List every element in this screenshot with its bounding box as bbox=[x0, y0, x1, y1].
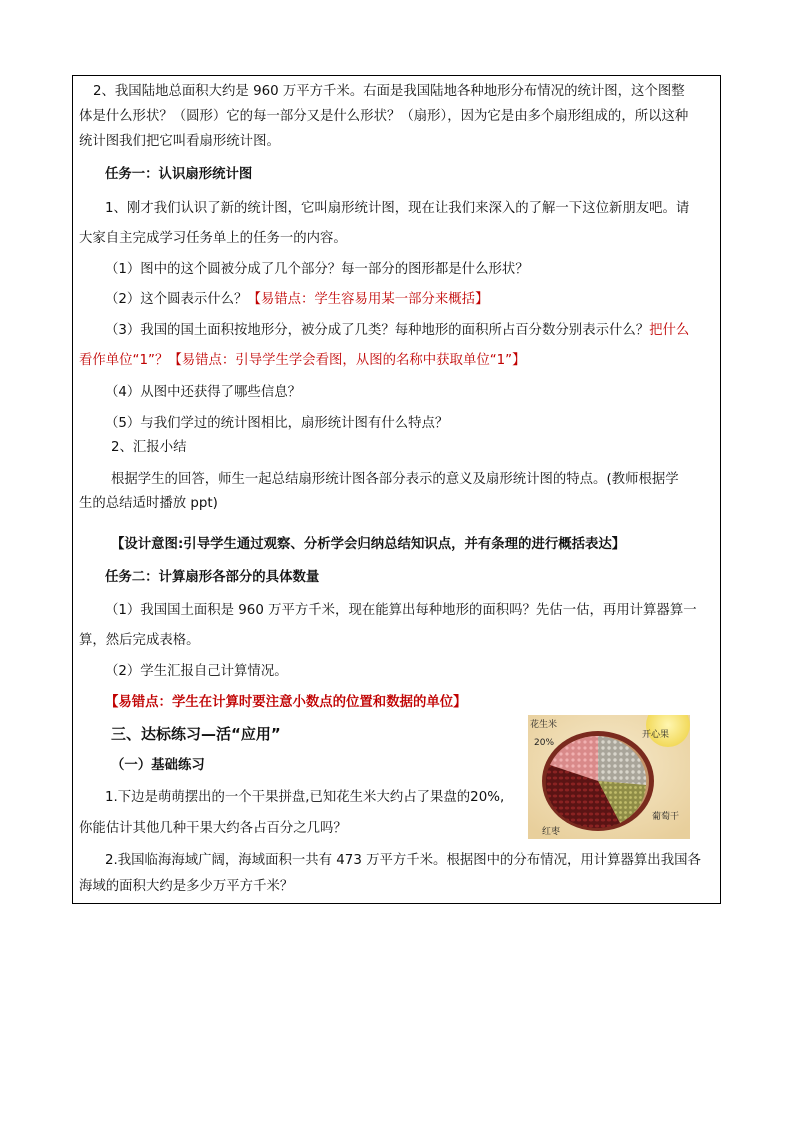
question-3-line-2: 看作单位“1”？【易错点：引导学生学会看图，从图的名称中获取单位“1”】 bbox=[79, 353, 526, 368]
question-4: （4）从图中还获得了哪些信息？ bbox=[105, 385, 301, 400]
task1-heading: 任务一：认识扇形统计图 bbox=[105, 167, 253, 182]
paragraph-intro-line-3: 统计图我们把它叫看扇形统计图。 bbox=[79, 134, 280, 149]
report-heading: 2、汇报小结 bbox=[111, 440, 187, 455]
photo-label-pistachio: 开心果 bbox=[642, 730, 670, 740]
report-paragraph-line-2: 生的总结适时播放 ppt) bbox=[79, 496, 218, 511]
question-2-text: （2）这个圆表示什么？ bbox=[105, 292, 248, 307]
paragraph-intro-line-1: 2、我国陆地总面积大约是 960 万平方千米。右面是我国陆地各种地形分布情况的统计图，这个图整 bbox=[93, 84, 685, 99]
question-3-text: （3）我国的国土面积按地形分，被分成了几类？每种地形的面积所占百分数分别表示什么？ bbox=[105, 323, 650, 338]
task1-paragraph-line-1: 1、刚才我们认识了新的统计图，它叫扇形统计图，现在让我们来深入的了解一下这位新朋友吧。请 bbox=[105, 201, 690, 216]
photo-label-peanut: 花生米 bbox=[530, 720, 558, 730]
exercise-1-line-2: 你能估计其他几种干果大约各占百分之几吗？ bbox=[79, 821, 347, 836]
task2-heading: 任务二：计算扇形各部分的具体数量 bbox=[105, 570, 320, 585]
question-2 bbox=[105, 292, 488, 308]
task2-question-1-line-2: 算，然后完成表格。 bbox=[79, 633, 200, 648]
exercise-2-line-1: 2.我国临海海域广阔，海域面积一共有 473 万平方千米。根据图中的分布情况，用计算器算出我国各 bbox=[105, 853, 701, 868]
exercise-2-line-2: 海域的面积大约是多少万平方千米？ bbox=[79, 879, 294, 894]
question-2-error-note: 【易错点：学生容易用某一部分来概括】 bbox=[247, 292, 489, 307]
exercise-1-line-1: 1.下边是萌萌摆出的一个干果拼盘,已知花生米大约占了果盘的20%, bbox=[105, 790, 505, 805]
task2-error-note: 【易错点：学生在计算时要注意小数点的位置和数据的单位】 bbox=[105, 695, 467, 710]
task1-paragraph-line-2: 大家自主完成学习任务单上的任务一的内容。 bbox=[79, 231, 347, 246]
photo-label-raisin: 葡萄干 bbox=[652, 812, 680, 822]
section-3-heading: 三、达标练习—活“应用” bbox=[111, 725, 281, 743]
paragraph-intro-line-2: 体是什么形状？（圆形）它的每一部分又是什么形状？（扇形），因为它是由多个扇形组成的，所以这种 bbox=[79, 109, 689, 124]
task2-question-1-line-1: （1）我国国土面积是 960 万平方千米，现在能算出每种地形的面积吗？先估一估，再用计算器算一 bbox=[105, 603, 697, 618]
photo-label-redbean: 红枣 bbox=[542, 827, 561, 837]
question-5: （5）与我们学过的统计图相比，扇形统计图有什么特点？ bbox=[105, 416, 449, 431]
document-frame bbox=[72, 75, 721, 904]
photo-label-peanut-percent: 20% bbox=[534, 738, 555, 748]
task2-question-2: （2）学生汇报自己计算情况。 bbox=[105, 664, 288, 679]
design-intent: 【设计意图:引导学生通过观察、分析学会归纳总结知识点，并有条理的进行概括表达】 bbox=[111, 537, 626, 552]
question-3-highlight: 把什么 bbox=[649, 323, 690, 338]
question-1: （1）图中的这个圆被分成了几个部分？每一部分的图形都是什么形状？ bbox=[105, 262, 529, 277]
basic-practice-heading: （一）基础练习 bbox=[111, 758, 205, 773]
question-3-line-1 bbox=[105, 323, 689, 339]
dried-fruit-platter-photo bbox=[528, 715, 690, 839]
report-paragraph-line-1: 根据学生的回答，师生一起总结扇形统计图各部分表示的意义及扇形统计图的特点。(教师根据学 bbox=[111, 472, 679, 487]
